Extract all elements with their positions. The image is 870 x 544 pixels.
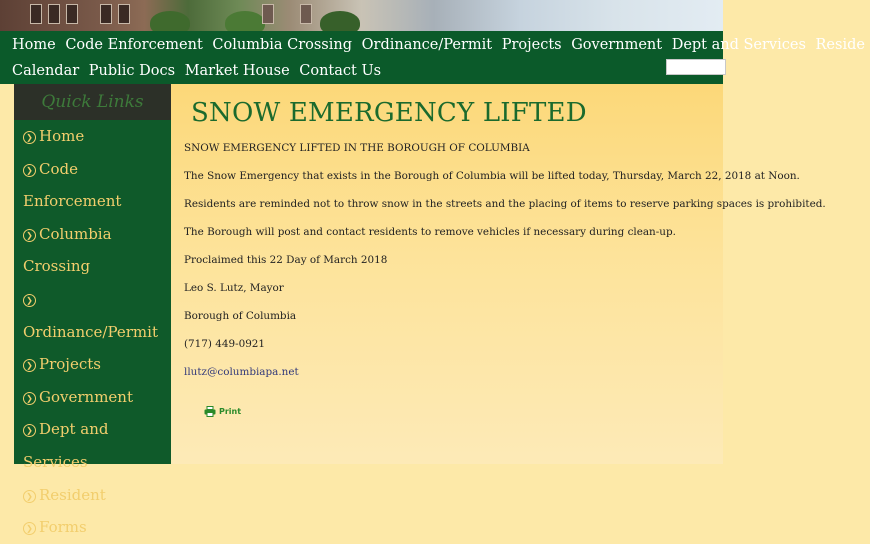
sidebar-item-label: Resident <box>39 485 106 504</box>
sidebar-item-label: Enforcement <box>23 192 122 211</box>
print-label: Print <box>219 407 242 416</box>
nav-columbia-crossing[interactable]: Columbia Crossing <box>212 37 353 53</box>
sidebar-item-columbia-crossing[interactable] <box>23 218 171 251</box>
chevron-right-icon: ❯ <box>23 424 36 437</box>
sidebar-item-code-enforcement[interactable] <box>23 153 171 186</box>
signatory-org: Borough of Columbia <box>184 310 297 322</box>
sidebar-item-label: Crossing <box>23 257 91 276</box>
chevron-right-icon: ❯ <box>23 229 36 242</box>
sidebar-item-label: Forms <box>39 518 87 537</box>
main-content <box>171 84 826 464</box>
phone-number: (717) 449-0921 <box>184 338 266 350</box>
top-navigation <box>0 31 865 84</box>
print-button[interactable] <box>204 406 241 417</box>
chevron-right-icon: ❯ <box>23 392 36 405</box>
sidebar-item-label: Home <box>39 127 85 145</box>
signatory-name: Leo S. Lutz, Mayor <box>184 282 284 294</box>
content-paragraph: The Snow Emergency that exists in the Borough of Columbia will be lifted today, Thursday, March 22, 2018 at Noon. <box>184 170 800 182</box>
sidebar-item-government[interactable] <box>23 381 171 414</box>
content-paragraph: Residents are reminded not to throw snow in the streets and the placing of items to reserve parking spaces is prohibited. <box>184 198 826 210</box>
sidebar-item-label: Government <box>39 387 133 406</box>
chevron-right-icon: ❯ <box>23 294 36 307</box>
nav-home[interactable]: Home <box>12 37 56 53</box>
printer-icon <box>204 406 216 417</box>
nav-public-docs[interactable]: Public Docs <box>88 63 176 79</box>
sidebar-item-projects[interactable] <box>23 348 171 381</box>
chevron-right-icon: ❯ <box>23 164 36 177</box>
nav-resident[interactable]: Reside <box>815 37 865 53</box>
nav-calendar[interactable]: Calendar <box>12 63 80 79</box>
sidebar-item-resident[interactable] <box>23 479 171 512</box>
nav-projects[interactable]: Projects <box>501 37 562 53</box>
proclamation-date: Proclaimed this 22 Day of March 2018 <box>184 254 388 266</box>
sidebar-item-code-enforcement-wrap[interactable] <box>23 185 171 218</box>
chevron-right-icon: ❯ <box>23 490 36 503</box>
content-paragraph: The Borough will post and contact residents to remove vehicles if necessary during clean-up. <box>184 226 676 238</box>
sidebar-item-home[interactable] <box>23 120 171 153</box>
content-heading-line: SNOW EMERGENCY LIFTED IN THE BOROUGH OF COLUMBIA <box>184 142 530 154</box>
chevron-right-icon: ❯ <box>23 131 36 144</box>
chevron-right-icon: ❯ <box>23 522 36 535</box>
sidebar-item-ordinance-permit[interactable] <box>23 283 171 348</box>
nav-ordinance-permit[interactable]: Ordinance/Permit <box>361 37 493 53</box>
sidebar-item-label: Projects <box>39 355 101 374</box>
sidebar-item-label: Columbia <box>39 224 112 243</box>
quick-links-sidebar <box>14 84 171 537</box>
quick-links-title: Quick Links <box>14 84 171 120</box>
sidebar-item-columbia-crossing-wrap[interactable] <box>23 250 171 283</box>
nav-government[interactable]: Government <box>571 37 663 53</box>
sidebar-item-label: Dept and Services <box>23 420 109 471</box>
header-banner-image <box>0 0 723 31</box>
chevron-right-icon: ❯ <box>23 359 36 372</box>
quick-links-list <box>14 120 171 544</box>
top-nav-row-2 <box>12 63 386 79</box>
nav-code-enforcement[interactable]: Code Enforcement <box>65 37 203 53</box>
sidebar-item-label: Code <box>39 159 78 178</box>
page-title: SNOW EMERGENCY LIFTED <box>191 98 587 128</box>
sidebar-item-dept-and-services[interactable] <box>23 413 171 478</box>
email-link[interactable]: llutz@columbiapa.net <box>184 366 299 378</box>
nav-dept-and-services[interactable]: Dept and Services <box>671 37 806 53</box>
sidebar-item-forms[interactable] <box>23 511 171 544</box>
sidebar-item-label: Ordinance/Permit <box>23 322 158 341</box>
nav-contact-us[interactable]: Contact Us <box>299 63 382 79</box>
top-nav-row-1 <box>12 37 870 53</box>
search-input[interactable] <box>666 59 726 75</box>
nav-market-house[interactable]: Market House <box>184 63 290 79</box>
email-line <box>184 366 299 378</box>
